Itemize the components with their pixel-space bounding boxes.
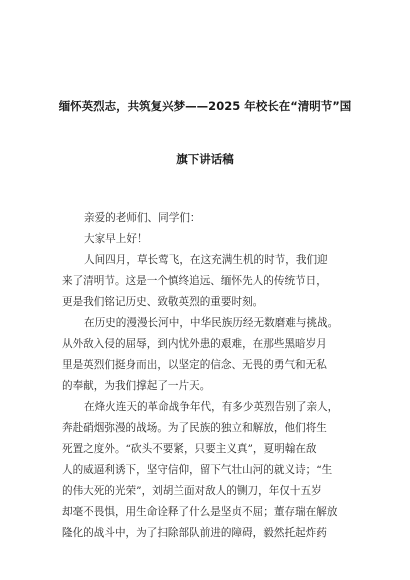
document-title-line-2: 旗下讲话稿 — [176, 152, 234, 166]
paragraph-line: 的伟大死的光荣”，刘胡兰面对敌人的铡刀，年仅十五岁 — [62, 485, 322, 497]
paragraph-line: 在烽火连天的革命战争年代，有多少英烈告别了亲人， — [84, 401, 339, 413]
paragraph-line: 人的威逼利诱下，坚守信仰，留下气壮山河的就义诗；“生 — [62, 464, 333, 476]
paragraph-line: 里是英烈们挺身而出，以坚定的信念、无畏的勇气和无私 — [62, 359, 327, 371]
paragraph-line: 人间四月，草长莺飞，在这充满生机的时节，我们迎 — [84, 254, 328, 266]
paragraph-line: 来了清明节。这是一个慎终追远、缅怀先人的传统节日， — [62, 275, 327, 287]
document-body — [62, 208, 354, 544]
hello-text: 大家早上好！ — [84, 233, 148, 245]
paragraph-line: 死置之度外。“砍头不要紧，只要主义真”，夏明翰在敌 — [62, 443, 317, 455]
paragraph-line: 隆化的战斗中，为了扫除部队前进的障碍，毅然托起炸药 — [62, 527, 327, 539]
paragraph-line: 更是我们铭记历史、致敬英烈的重要时刻。 — [62, 296, 264, 308]
document-title-line-1: 缅怀英烈志，共筑复兴梦——2025 年校长在“清明节”国 — [58, 99, 352, 113]
greeting-text: 亲爱的老师们、同学们： — [84, 212, 201, 224]
paragraph-line: 的奉献，为我们撑起了一片天。 — [62, 380, 211, 392]
paragraph-line: 却毫不畏惧，用生命诠释了什么是坚贞不屈；董存瑞在解放 — [62, 506, 338, 518]
paragraph-line: 在历史的漫漫长河中，中华民族历经无数磨难与挑战。 — [84, 317, 339, 329]
paragraph-line: 从外敌入侵的屈辱，到内忧外患的艰难，在那些黑暗岁月 — [62, 338, 327, 350]
paragraph-line: 奔赴硝烟弥漫的战场。为了民族的独立和解放，他们将生 — [62, 422, 327, 434]
